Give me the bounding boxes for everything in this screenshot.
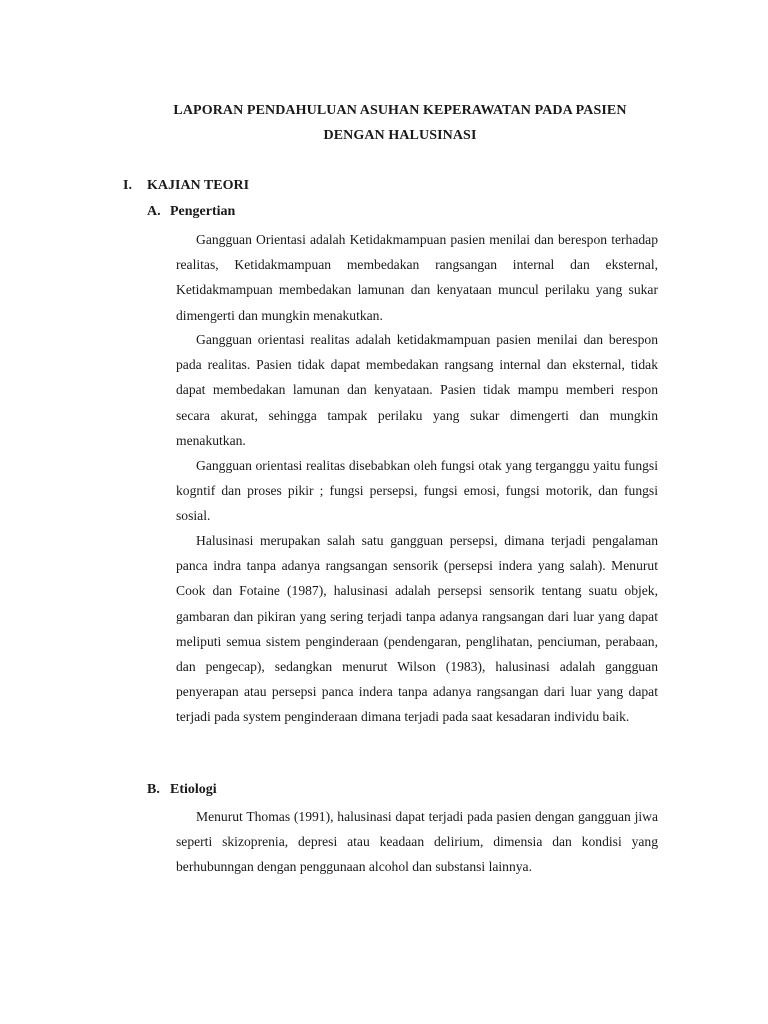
paragraph-pengertian-4: Halusinasi merupakan salah satu gangguan persepsi, dimana terjadi pengalaman panca indra tanpa adanya rangsangan sensorik (persepsi indera yang salah). Menurut Cook dan Fotaine (1987), halusinasi adalah persepsi sensorik tentang suatu objek, gambaran dan pikiran yang sering terjadi tanpa adanya rangsangan dari luar yang dapat meliputi semua sistem penginderaan (pendengaran, penglihatan, penciuman, perabaan, dan pengecap), sedangkan menurut Wilson (1983), halusinasi adalah gangguan penyerapan atau persepsi panca indera tanpa adanya rangsangan dari luar yang dapat terjadi pada system penginderaan dimana terjadi pada saat kesadaran individu baik. xyxy=(176,533,658,725)
paragraph-pengertian-2: Gangguan orientasi realitas adalah ketidakmampuan pasien menilai dan berespon pada realitas. Pasien tidak dapat membedakan rangsang internal dan eksternal, tidak dapat membedakan lamunan dan kenyataan. Pasien tidak mampu memberi respon secara akurat, sehingga tampak perilaku yang sukar dimengerti dan mungkin menakutkan. xyxy=(176,332,658,448)
paragraph-pengertian-1: Gangguan Orientasi adalah Ketidakmampuan pasien menilai dan berespon terhadap realitas, Ketidakmampuan membedakan rangsangan internal dan eksternal, Ketidakmampuan membedakan lamunan dan kenyataan muncul perilaku yang sukar dimengerti dan mungkin menakutkan. xyxy=(176,232,658,323)
subsection-b-number: B. xyxy=(147,782,160,797)
document-title-line-2: DENGAN HALUSINASI xyxy=(323,128,477,143)
section-title: KAJIAN TEORI xyxy=(147,178,250,193)
document-title-line-1: LAPORAN PENDAHULUAN ASUHAN KEPERAWATAN PADA PASIEN xyxy=(173,103,627,118)
subsection-a-number: A. xyxy=(147,204,161,219)
paragraph-pengertian-3: Gangguan orientasi realitas disebabkan oleh fungsi otak yang terganggu yaitu fungsi kogntif dan proses pikir ; fungsi persepsi, fungsi emosi, fungsi motorik, dan fungsi sosial. xyxy=(176,458,658,524)
paragraph-etiologi-1: Menurut Thomas (1991), halusinasi dapat terjadi pada pasien dengan gangguan jiwa seperti skizoprenia, depresi atau keadaan delirium, dimensia dan kondisi yang berhubunngan dengan penggunaan alcohol dan substansi lainnya. xyxy=(176,809,658,875)
section-number: I. xyxy=(123,178,132,193)
subsection-a-title: Pengertian xyxy=(170,204,236,219)
subsection-b-title: Etiologi xyxy=(170,782,217,797)
